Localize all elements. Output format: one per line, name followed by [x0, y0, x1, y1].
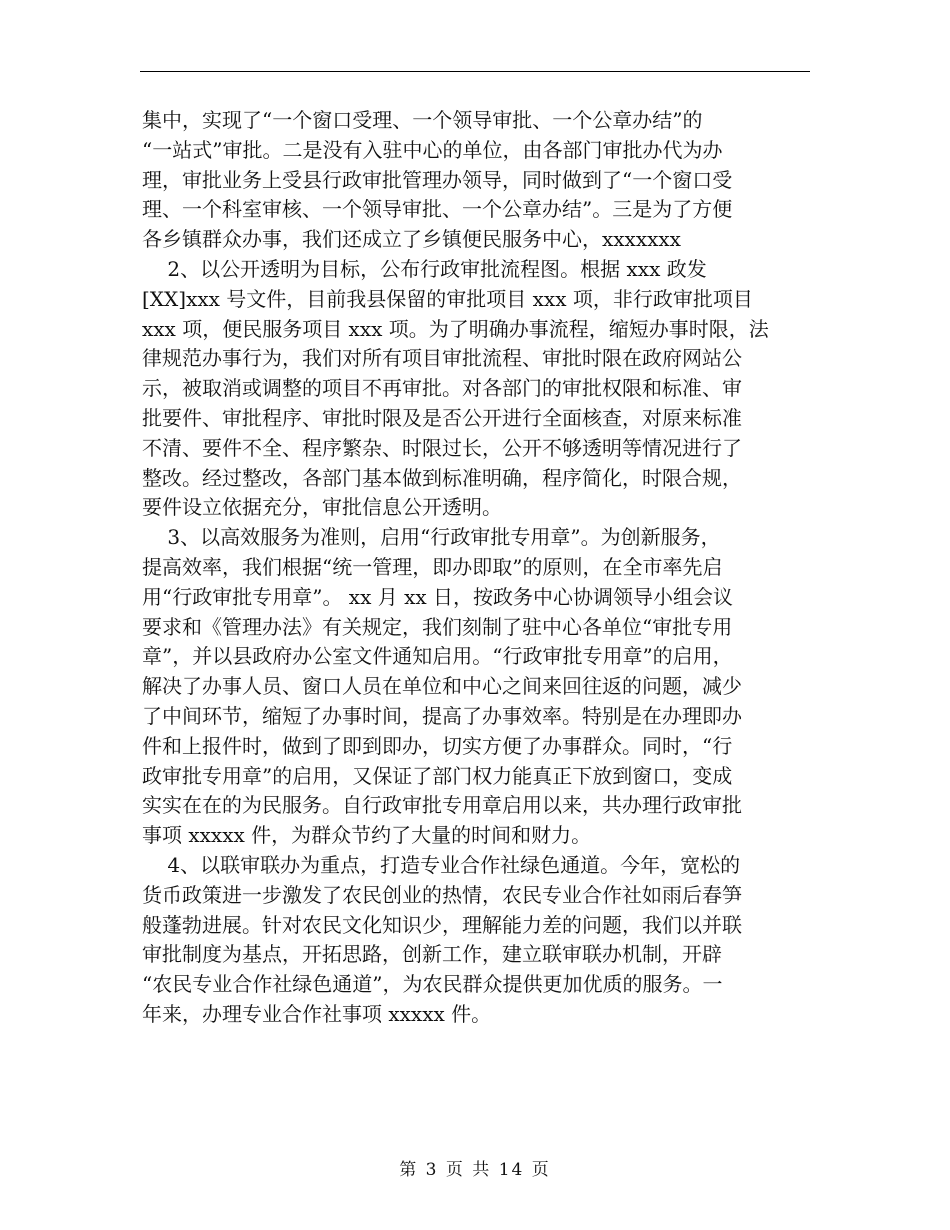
text-line: xxx 项，便民服务项目 xxx 项。为了明确办事流程，缩短办事时限，法: [142, 316, 769, 341]
text-line: 解决了办事人员、窗口人员在单位和中心之间来回往返的问题，减少: [142, 674, 742, 699]
text-line: 般蓬勃进展。针对农民文化知识少，理解能力差的问题，我们以并联: [142, 912, 742, 937]
text-line: “一站式”审批。二是没有入驻中心的单位，由各部门审批办代为办: [142, 137, 723, 162]
text-line: 集中，实现了“一个窗口受理、一个领导审批、一个公章办结”的: [142, 108, 703, 132]
text-line: 理、一个科室审核、一个领导审批、一个公章办结”。三是为了方便: [142, 197, 733, 222]
text-line: 用“行政审批专用章”。 xx 月 xx 日，按政务中心协调领导小组会议: [142, 584, 733, 609]
text-line: 整改。经过整改，各部门基本做到标准明确，程序简化，时限合规，: [142, 465, 742, 490]
text-line: 要求和《管理办法》有关规定，我们刻制了驻中心各单位“审批专用: [142, 614, 733, 639]
text-line: 政审批专用章”的启用，又保证了部门权力能真正下放到窗口，变成: [142, 763, 733, 788]
text-line: 了中间环节，缩短了办事时间，提高了办事效率。特别是在办理即办: [142, 703, 742, 728]
header-rule: [140, 71, 810, 72]
text-line: 实实在在的为民服务。自行政审批专用章启用以来，共办理行政审批: [142, 793, 742, 818]
text-line: [XX]xxx 号文件，目前我县保留的审批项目 xxx 项，非行政审批项目: [142, 286, 753, 311]
text-line: 律规范办事行为，我们对所有项目审批流程、审批时限在政府网站公: [142, 346, 742, 371]
page-footer: 第 3 页 共 14 页: [399, 1160, 551, 1180]
text-line: 理，审批业务上受县行政审批管理办领导，同时做到了“一个窗口受: [142, 167, 733, 192]
text-line: 货币政策进一步激发了农民创业的热情，农民专业合作社如雨后春笋: [142, 882, 742, 907]
text-line: 3、以高效服务为准则，启用“行政审批专用章”。为创新服务，: [142, 525, 721, 550]
text-line: 审批制度为基点，开拓思路，创新工作，建立联审联办机制，开辟: [142, 942, 722, 967]
text-line: 年来，办理专业合作社事项 xxxxx 件。: [142, 1001, 492, 1026]
text-line: 2、以公开透明为目标，公布行政审批流程图。根据 xxx 政发: [142, 256, 707, 281]
text-line: 4、以联审联办为重点，打造专业合作社绿色通道。今年，宽松的: [142, 852, 741, 877]
text-line: 不清、要件不全、程序繁杂、时限过长，公开不够透明等情况进行了: [142, 435, 742, 460]
text-line: 章”，并以县政府办公室文件通知启用。“行政审批专用章”的启用，: [142, 644, 733, 669]
text-line: 要件设立依据充分，审批信息公开透明。: [142, 495, 502, 520]
text-line: 提高效率，我们根据“统一管理，即办即取”的原则，在全市率先启: [142, 554, 723, 579]
text-line: 各乡镇群众办事，我们还成立了乡镇便民服务中心，xxxxxxx: [142, 227, 681, 252]
text-line: 事项 xxxxx 件，为群众节约了大量的时间和财力。: [142, 823, 592, 848]
text-line: 批要件、审批程序、审批时限及是否公开进行全面核查，对原来标准: [142, 405, 742, 430]
text-line: 示，被取消或调整的项目不再审批。对各部门的审批权限和标准、审: [142, 376, 742, 401]
text-line: “农民专业合作社绿色通道”，为农民群众提供更加优质的服务。一: [142, 972, 723, 997]
text-line: 件和上报件时，做到了即到即办，切实方便了办事群众。同时，“行: [142, 733, 733, 758]
body-text: [142, 106, 810, 1030]
